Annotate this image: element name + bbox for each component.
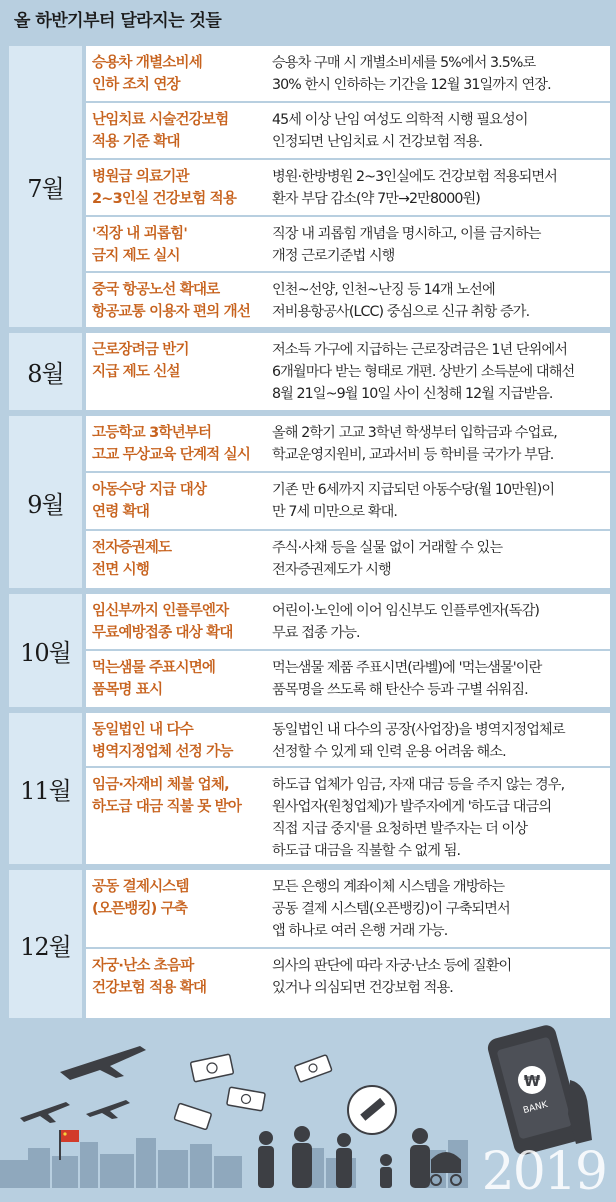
month-label: 7월: [9, 46, 82, 327]
airplane-icon: [60, 1046, 146, 1080]
item-description: 직장 내 괴롭힘 개념을 명시하고, 이를 금지하는 개정 근로기준법 시행: [272, 226, 541, 264]
item-heading: '직장 내 괴롭힘' 금지 제도 실시: [92, 226, 188, 264]
item-heading: 병원급 의료기관 2~3인실 건강보험 적용: [92, 169, 237, 207]
list-item: [86, 768, 610, 864]
month-label: 12월: [9, 870, 82, 1018]
item-heading: 승용차 개별소비세 인하 조치 연장: [92, 55, 202, 93]
item-heading: 아동수당 지급 대상 연령 확대: [92, 482, 207, 520]
list-item: [86, 870, 610, 947]
money-bill-icon: [227, 1087, 266, 1111]
item-description: 어린이·노인에 이어 임신부도 인플루엔자(독감) 무료 접종 가능.: [272, 603, 540, 641]
list-item: [86, 333, 610, 410]
airplane-icon: [20, 1102, 70, 1123]
item-description: 모든 은행의 계좌이체 시스템을 개방하는 공동 결제 시스템(오픈뱅킹)이 구축되면서 앱 하나로 여러 은행 거래 가능.: [272, 879, 510, 939]
list-item: [86, 473, 610, 529]
money-bill-icon: [294, 1055, 332, 1083]
item-heading: 자궁·난소 초음파 건강보험 적용 확대: [92, 958, 207, 996]
list-item: [86, 651, 610, 707]
item-description: 승용차 구매 시 개별소비세를 5%에서 3.5%로 30% 한시 인하하는 기간을 12월 31일까지 연장.: [272, 55, 551, 93]
list-item: [86, 949, 610, 1018]
month-block-july: [9, 46, 610, 327]
list-item: [86, 160, 610, 215]
item-heading: 고등학교 3학년부터 고교 무상교육 단계적 실시: [92, 425, 251, 463]
month-block-october: [9, 594, 610, 707]
item-description: 인천~선양, 인천~난징 등 14개 노선에 저비용항공사(LCC) 중심으로 신규 취항 증가.: [272, 282, 530, 320]
page-title: 올 하반기부터 달라지는 것들: [14, 11, 222, 31]
list-item: [86, 531, 610, 588]
item-heading: 공동 결제시스템 (오픈뱅킹) 구축: [92, 879, 189, 917]
month-block-november: [9, 713, 610, 864]
list-item: [86, 46, 610, 101]
month-label: 11월: [9, 713, 82, 864]
item-description: 저소득 가구에 지급하는 근로장려금은 1년 단위에서 6개월마다 받는 형태로 개편. 상반기 소득분에 대해선 8월 21일~9월 10일 사이 신청해 12월 지급받음.: [272, 342, 575, 402]
list-item: [86, 416, 610, 471]
item-description: 주식·사채 등을 실물 없이 거래할 수 있는 전자증권제도가 시행: [272, 540, 503, 578]
item-heading: 먹는샘물 주표시면에 품목명 표시: [92, 660, 216, 698]
item-description: 먹는샘물 제품 주표시면(라벨)에 '먹는샘물'이란 품목명을 쓰도록 해 탄산수 등과 구별 쉬워짐.: [272, 660, 542, 698]
china-flag-icon: [60, 1130, 79, 1160]
list-item: [86, 217, 610, 271]
item-description: 기존 만 6세까지 지급되던 아동수당(월 10만원)이 만 7세 미만으로 확대.: [272, 482, 555, 520]
airplane-icon: [86, 1100, 130, 1119]
month-label: 9월: [9, 416, 82, 588]
won-symbol: ₩: [523, 1072, 541, 1090]
list-item: [86, 594, 610, 649]
bank-label: BANK: [522, 1100, 549, 1117]
money-bill-icon: [174, 1103, 212, 1130]
list-item: [86, 713, 610, 766]
money-bill-icon: [190, 1054, 233, 1082]
item-heading: 임금·자재비 체불 업체, 하도급 대금 직불 못 받아: [92, 777, 242, 815]
item-description: 의사의 판단에 따라 자궁·난소 등에 질환이 있거나 의심되면 건강보험 적용.: [272, 958, 512, 996]
item-heading: 전자증권제도 전면 시행: [92, 540, 172, 578]
bottom-illustration: [0, 1010, 616, 1202]
month-label: 10월: [9, 594, 82, 707]
list-item: [86, 103, 610, 158]
month-block-december: [9, 870, 610, 1018]
month-block-september: [9, 416, 610, 588]
item-heading: 근로장려금 반기 지급 제도 신설: [92, 342, 189, 380]
item-description: 올해 2학기 고교 3학년 학생부터 입학금과 수업료, 학교운영지원비, 교과서비 등 학비를 국가가 부담.: [272, 425, 557, 463]
item-description: 동일법인 내 다수의 공장(사업장)을 병역지정업체로 선정할 수 있게 돼 인력 운용 어려움 해소.: [272, 722, 565, 760]
year-label: 2019: [481, 1142, 606, 1202]
syringe-icon: [348, 1086, 396, 1134]
item-heading: 난임치료 시술건강보험 적용 기준 확대: [92, 112, 229, 150]
month-label: 8월: [9, 333, 82, 410]
city-skyline-icon: [0, 1138, 468, 1188]
item-heading: 중국 항공노선 확대로 항공교통 이용자 편의 개선: [92, 282, 251, 320]
people-silhouette-icon: [258, 1126, 430, 1188]
item-description: 하도급 업체가 임금, 자재 대금 등을 주지 않는 경우, 원사업자(원청업체)가 발주자에게 '하도급 대금의 직접 지급 중지'를 요청하면 발주자는 더 이상 하도급 대금을 직불할 수 없게 됨.: [272, 777, 565, 859]
item-heading: 동일법인 내 다수 병역지정업체 선정 가능: [92, 722, 233, 760]
item-description: 45세 이상 난임 여성도 의학적 시행 필요성이 인정되면 난임치료 시 건강보험 적용.: [272, 112, 528, 150]
item-heading: 임신부까지 인플루엔자 무료예방접종 대상 확대: [92, 603, 233, 641]
list-item: [86, 273, 610, 327]
month-block-august: [9, 333, 610, 410]
item-description: 병원·한방병원 2~3인실에도 건강보험 적용되면서 환자 부담 감소(약 7만→2만8000원): [272, 169, 557, 207]
